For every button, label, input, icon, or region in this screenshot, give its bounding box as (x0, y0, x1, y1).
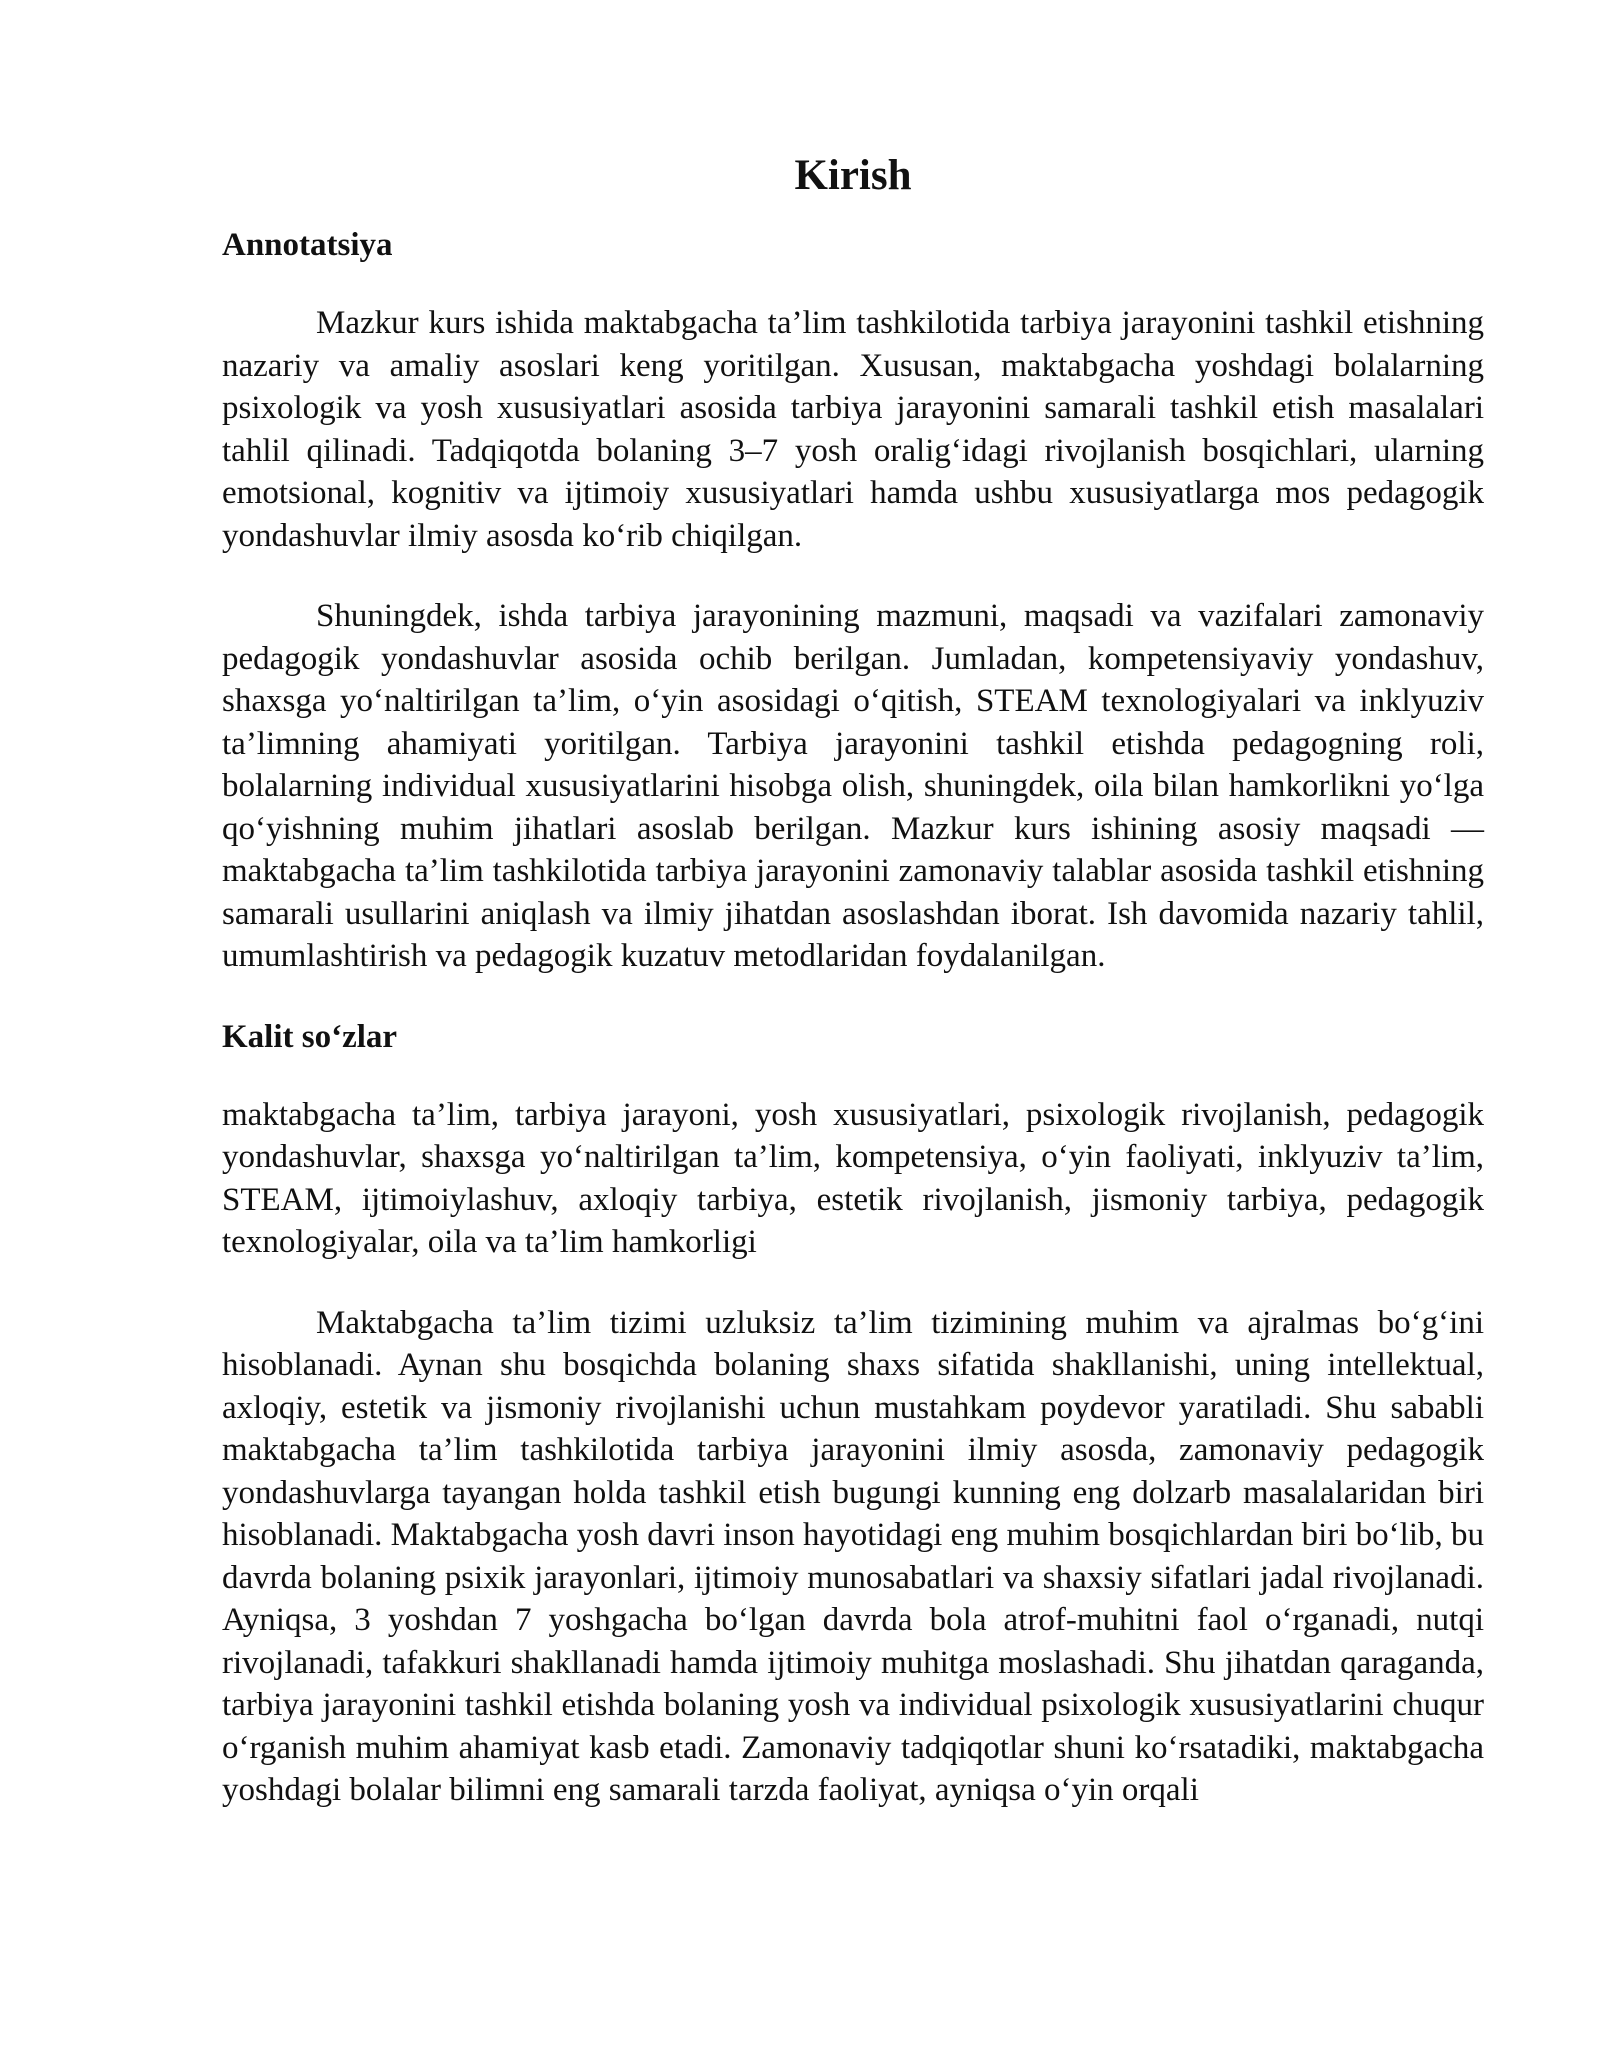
document-page (222, 148, 1484, 1812)
intro-paragraph-1: Maktabgacha ta’lim tizimi uzluksiz ta’lim tizimining muhim va ajralmas bo‘g‘ini hisoblanadi. Aynan shu bosqichda bolaning shaxs sifatida shakllanishi, uning intellektual, axloqiy, estetik va jismoniy rivojlanishi uchun mustahkam poydevor yaratiladi. Shu sababli maktabgacha ta’lim tashkilotida tarbiya jarayonini ilmiy asosda, zamonaviy pedagogik yondashuvlarga tayangan holda tashkil etish bugungi kunning eng dolzarb masalalaridan biri hisoblanadi. Maktabgacha yosh davri inson hayotidagi eng muhim bosqichlardan biri bo‘lib, bu davrda bolaning psixik jarayonlari, ijtimoiy munosabatlari va shaxsiy sifatlari jadal rivojlanadi. Ayniqsa, 3 yoshdan 7 yoshgacha bo‘lgan davrda bola atrof-muhitni faol o‘rganadi, nutqi rivojlanadi, tafakkuri shakllanadi hamda ijtimoiy muhitga moslashadi. Shu jihatdan qaraganda, tarbiya jarayonini tashkil etishda bolaning yosh va individual psixologik xususiyatlarini chuqur o‘rganish muhim ahamiyat kasb etadi. Zamonaviy tadqiqotlar shuni ko‘rsatadiki, maktabgacha yoshdagi bolalar bilimni eng samarali tarzda faoliyat, ayniqsa o‘yin orqali (222, 1304, 1485, 1808)
keywords-heading: Kalit so‘zlar (222, 1018, 398, 1055)
annotation-paragraph-2: Shuningdek, ishda tarbiya jarayonining mazmuni, maqsadi va vazifalari zamonaviy pedagogik yondashuvlar asosida ochib berilgan. Jumladan, kompetensiyaviy yondashuv, shaxsga yo‘naltirilgan ta’lim, o‘yin asosidagi o‘qitish, STEAM texnologiyalari va inklyuziv ta’limning ahamiyati yoritilgan. Tarbiya jarayonini tashkil etishda pedagogning roli, bolalarning individual xususiyatlarini hisobga olish, shuningdek, oila bilan hamkorlikni yo‘lga qo‘yishning muhim jihatlari asoslab berilgan. Mazkur kurs ishining asosiy maqsadi — maktabgacha ta’lim tashkilotida tarbiya jarayonini zamonaviy talablar asosida tashkil etishning samarali usullarini aniqlash va ilmiy jihatdan asoslashdan iborat. Ish davomida nazariy tahlil, umumlashtirish va pedagogik kuzatuv metodlaridan foydalanilgan. (222, 598, 1484, 974)
keywords-text: maktabgacha ta’lim, tarbiya jarayoni, yosh xususiyatlari, psixologik rivojlanish, pedagogik yondashuvlar, shaxsga yo‘naltirilgan ta’lim, kompetensiya, o‘yin faoliyati, inklyuziv ta’lim, STEAM, ijtimoiylashuv, axloqiy tarbiya, estetik rivojlanish, jismoniy tarbiya, pedagogik texnologiyalar, oila va ta’lim hamkorligi (222, 1096, 1484, 1260)
annotation-heading: Annotatsiya (222, 227, 393, 263)
annotation-paragraph-1: Mazkur kurs ishida maktabgacha ta’lim tashkilotida tarbiya jarayonini tashkil etishning nazariy va amaliy asoslari keng yoritilgan. Xususan, maktabgacha yoshdagi bolalarning psixologik va yosh xususiyatlari asosida tarbiya jarayonini samarali tashkil etish masalalari tahlil qilinadi. Tadqiqotda bolaning 3–7 yosh oralig‘idagi rivojlanish bosqichlari, ularning emotsional, kognitiv va ijtimoiy xususiyatlari hamda ushbu xususiyatlarga mos pedagogik yondashuvlar ilmiy asosda ko‘rib chiqilgan. (222, 305, 1484, 554)
page-title: Kirish (794, 152, 912, 199)
